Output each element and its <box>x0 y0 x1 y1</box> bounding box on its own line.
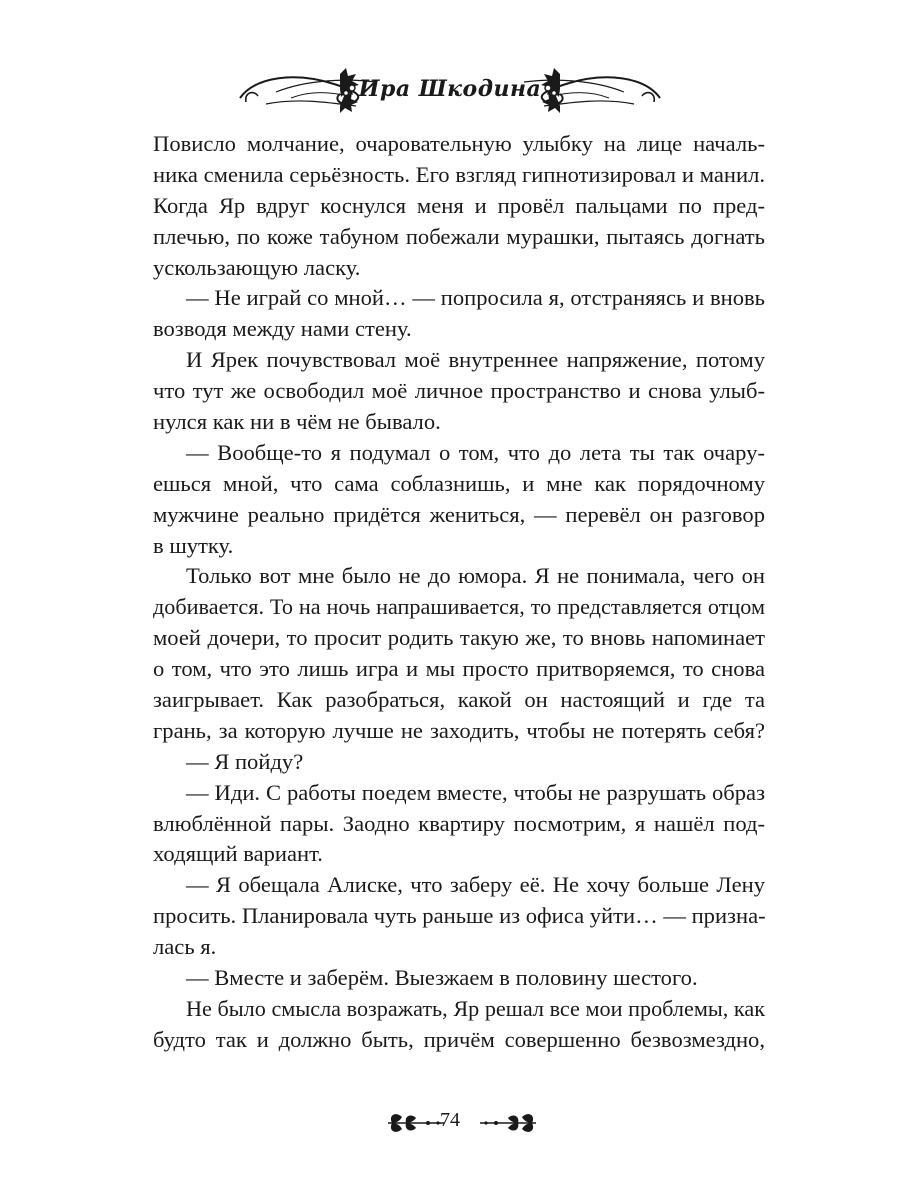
text-line: ускользающую ласку. <box>153 254 361 280</box>
running-header <box>0 62 900 118</box>
text-line: добивается. То на ночь напрашивается, то представляется отцом <box>153 594 765 620</box>
page-number: 74 <box>440 1109 460 1131</box>
book-author-title: Ира Шкодина <box>358 76 542 102</box>
text-line: Повисло молчание, очаровательную улыбку на лице началь- <box>153 131 765 156</box>
text-line: — Вообще-то я подумал о том, что до лета ты так очару- <box>186 439 765 465</box>
text-line: — Я обещала Алиске, что заберу её. Не хочу больше Лену <box>186 872 765 898</box>
text-line: ходящий вариант. <box>153 841 323 867</box>
text-line: грань, за которую лучше не заходить, чтобы не потерять себя? <box>153 717 765 743</box>
leaf-sprig-icon <box>476 1107 540 1137</box>
text-line: мужчине реально придётся жениться, — перевёл он разговор <box>153 501 765 527</box>
text-line: Когда Яр вдруг коснулся меня и провёл пальцами по пред- <box>153 192 765 218</box>
text-line: ешься мной, что сама соблазнишь, и мне как порядочному <box>153 470 765 496</box>
text-line: что тут же освободил моё личное пространство и снова улыб- <box>153 378 765 404</box>
text-line: — Вместе и заберём. Выезжаем в половину шестого. <box>186 965 698 991</box>
page-footer <box>0 1107 900 1147</box>
text-line: — Я пойду? <box>186 748 304 774</box>
text-line: Только вот мне было не до юмора. Я не понимала, чего он <box>186 563 765 589</box>
text-line: моей дочери, то просит родить такую же, то вновь напоминает <box>153 625 765 651</box>
page-body-text <box>153 129 765 1056</box>
text-line: — Иди. С работы поедем вместе, чтобы не разрушать образ <box>186 779 765 805</box>
text-line: плечью, по коже табуном побежали мурашки, пытаясь догнать <box>153 223 765 249</box>
text-line: возводя между нами стену. <box>153 316 412 342</box>
text-line: И Ярек почувствовал моё внутреннее напряжение, потому <box>186 347 765 373</box>
text-line: — Не играй со мной… — попросила я, отстраняясь и вновь <box>186 285 765 311</box>
text-line: будто так и должно быть, причём совершенно безвозмездно, <box>153 1026 765 1052</box>
text-line: в шутку. <box>153 532 234 558</box>
text-line: влюблённой пары. Заодно квартиру посмотрим, я нашёл под- <box>153 810 765 836</box>
text-line: нулся как ни в чём не бывало. <box>153 409 441 435</box>
text-line: ника сменила серьёзность. Его взгляд гипнотизировал и манил. <box>153 161 765 187</box>
text-line: заигрывает. Как разобраться, какой он настоящий и где та <box>153 687 765 713</box>
text-line: лась я. <box>153 934 217 960</box>
text-line: Не было смысла возражать, Яр решал все мои проблемы, как <box>186 995 765 1021</box>
holly-flourish-icon <box>464 62 664 118</box>
text-line: о том, что это лишь игра и мы просто притворяемся, то снова <box>153 656 765 682</box>
text-line: просить. Планировала чуть раньше из офиса уйти… — призна- <box>153 903 766 929</box>
